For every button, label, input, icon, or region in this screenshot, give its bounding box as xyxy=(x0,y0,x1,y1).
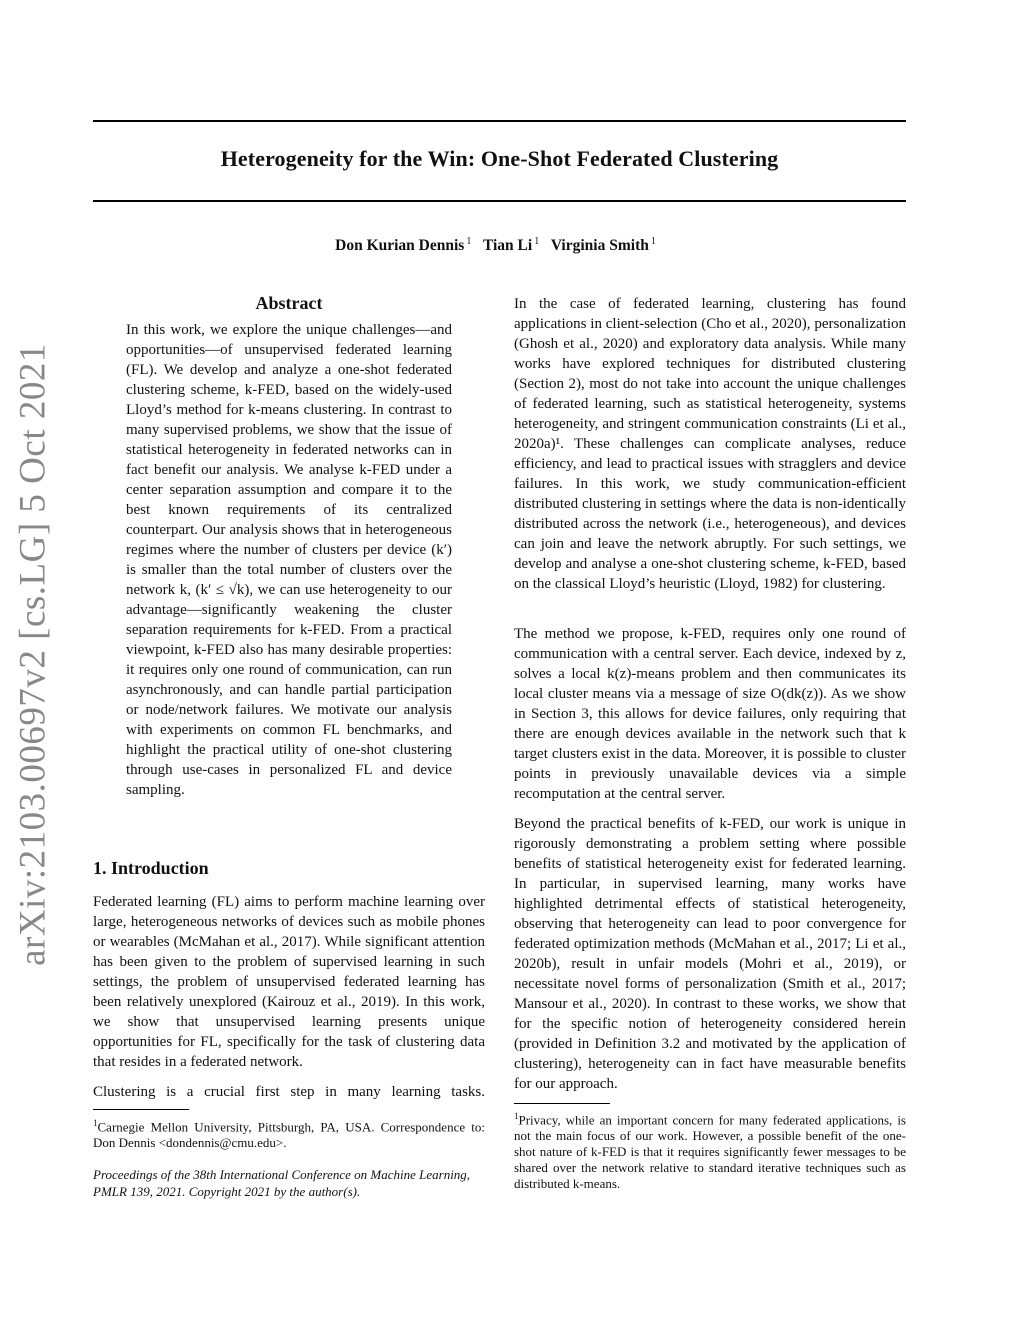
footnote-text: Carnegie Mellon University, Pittsburgh, PA, USA. Correspondence to: Don Dennis <dondennis@cmu.edu>. xyxy=(93,1119,485,1151)
intro-paragraph: Clustering is a crucial first step in many learning tasks. xyxy=(93,1084,485,1100)
abstract-text: In this work, we explore the unique challenges—and opportunities—of unsupervised federated learning (FL). We develop and analyze a one-shot federated clustering scheme, k-FED, based on the widely-used Lloyd’s method for k-means clustering. In contrast to many supervised problems, we show that the issue of statistical heterogeneity in federated networks can in fact benefit our analysis. We analyse k-FED under a center separation assumption and compare it to the best known requirements of its centralized counterpart. Our analysis shows that in heterogeneous regimes where the number of clusters per device (k′) is smaller than the total number of clusters over the network k, (k′ ≤ √k), we can use heterogeneity to our advantage—significantly weakening the cluster separation requirements for k-FED. From a practical viewpoint, k-FED also has many desirable properties: it requires only one round of communication, can run asynchronously, and can handle partial participation or node/network failures. We motivate our analysis with experiments on common FL benchmarks, and highlight the practical utility of one-shot clustering through use-cases in personalized FL and device sampling. xyxy=(126,322,452,798)
footnote-mark: 1 xyxy=(514,1111,519,1121)
author-list xyxy=(93,236,906,255)
footnote-rule xyxy=(514,1103,610,1104)
body-paragraph: The method we propose, k-FED, requires only one round of communication with a central server. Each device, indexed by z, solves a local k(z)-means problem and then communicates its local cluster means via a message of size O(dk(z)). As we show in Section 3, this allows for device failures, only requiring that there are enough devices available in the network such that k target clusters exist in the data. Moreover, it is possible to cluster points in previously unavailable devices via a simple recomputation at the central server. xyxy=(514,626,906,802)
intro-paragraph: Federated learning (FL) aims to perform machine learning over large, heterogeneous networks of devices such as mobile phones or wearables (McMahan et al., 2017). While significant attention has been given to the problem of supervised learning in such settings, the problem of unsupervised federated learning has been relatively unexplored (Kairouz et al., 2019). In this work, we show that unsupervised learning presents unique opportunities for FL, specifically for the task of clustering data that resides in a federated network. xyxy=(93,894,485,1070)
footnote-mark: 1 xyxy=(93,1118,98,1128)
footnote-text: Privacy, while an important concern for many federated applications, is not the main focus of our work. However, a possible benefit of the one-shot nature of k-FED is that it requires significantly fewer messages to be shared over the network relative to standard iterative techniques such as distributed k-means. xyxy=(514,1112,906,1192)
section-heading-introduction: 1. Introduction xyxy=(93,858,209,878)
author-name: Virginia Smith xyxy=(550,237,649,255)
title-bottom-rule xyxy=(93,200,906,202)
author-affiliation-mark: 1 xyxy=(534,236,540,247)
proceedings-note: Proceedings of the 38th International Conference on Machine Learning, PMLR 139, 2021. Copyright 2021 by the author(s). xyxy=(93,1167,471,1199)
author-affiliation-mark: 1 xyxy=(650,236,656,247)
paper-title: Heterogeneity for the Win: One-Shot Federated Clustering xyxy=(220,146,779,171)
body-paragraph: Beyond the practical benefits of k-FED, our work is unique in rigorously demonstrating a problem setting where possible benefits of statistical heterogeneity exist for federated learning. In particular, in supervised learning, many works have highlighted detrimental effects of statistical heterogeneity, observing that heterogeneity can lead to poor convergence for federated optimization methods (McMahan et al., 2017; Li et al., 2020b), result in unfair models (Mohri et al., 2019), or necessitate novel forms of personalization (Smith et al., 2017; Mansour et al., 2020). In contrast to these works, we show that for the specific notion of heterogeneity considered herein (provided in Definition 3.2 and motivated by the application of clustering), heterogeneity can in fact have measurable benefits for our approach. xyxy=(514,816,906,1092)
author-name: Tian Li xyxy=(482,237,533,255)
footnote-rule xyxy=(93,1109,189,1110)
body-paragraph: In the case of federated learning, clustering has found applications in client-selection (Cho et al., 2020), personalization (Ghosh et al., 2020) and exploratory data analysis. While many works have explored techniques for distributed clustering (Section 2), most do not take into account the unique challenges of federated learning, such as statistical heterogeneity, systems heterogeneity, and stringent communication constraints (Li et al., 2020a)¹. These challenges can complicate analyses, reduce efficiency, and lead to practical issues with stragglers and device failures. In this work, we study communication-efficient distributed clustering in settings where the data is non-identically distributed across the network (i.e., heterogeneous), and devices can join and leave the network abruptly. For such settings, we develop and analyse a one-shot clustering scheme, k-FED, based on the classical Lloyd’s heuristic (Lloyd, 1982) for clustering. xyxy=(514,296,906,592)
top-rule xyxy=(93,120,906,122)
author-affiliation-mark: 1 xyxy=(466,236,472,247)
author-name: Don Kurian Dennis xyxy=(335,237,465,255)
arxiv-watermark: arXiv:2103.00697v2 [cs.LG] 5 Oct 2021 xyxy=(12,343,54,966)
abstract-heading: Abstract xyxy=(255,293,323,313)
footnote-privacy xyxy=(514,1108,906,1192)
footnote-affiliation xyxy=(93,1115,485,1151)
